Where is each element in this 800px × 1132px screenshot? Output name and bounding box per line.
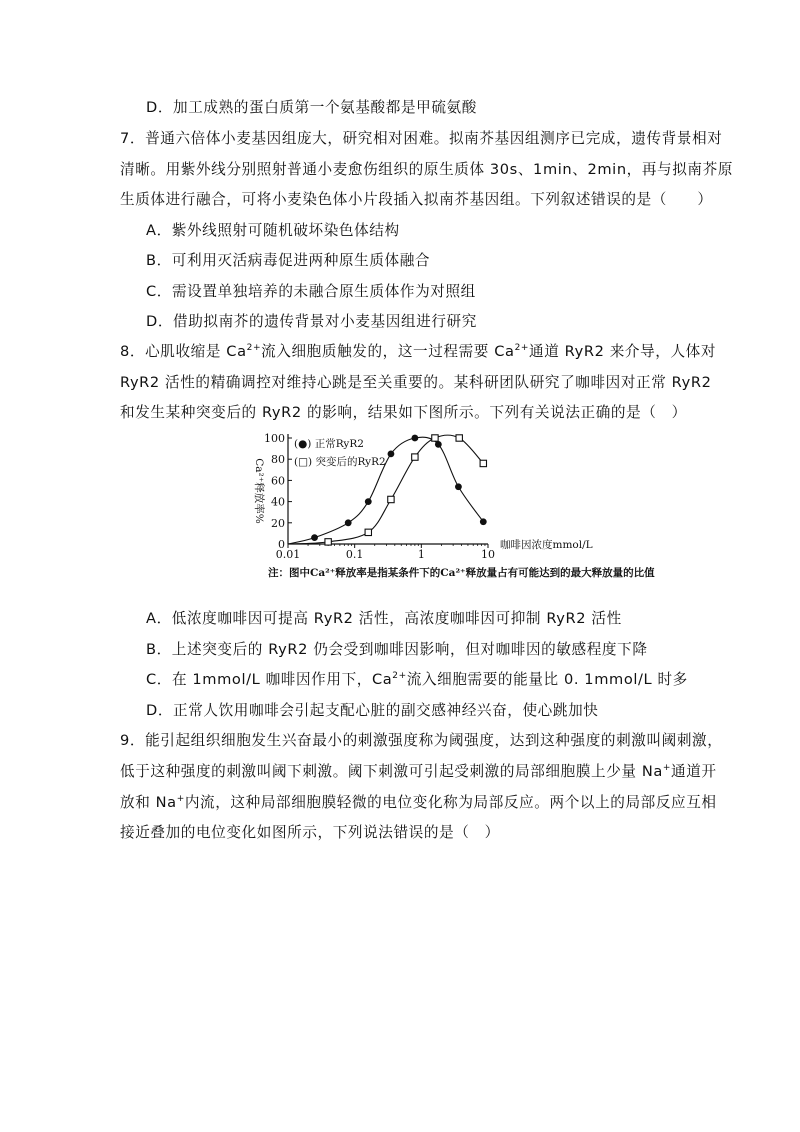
q9-stem-part-1: 低于这种强度的刺激叫阈下刺激。阈下刺激可引起受刺激的局部细胞膜上少量 Na xyxy=(120,763,663,780)
q7-option-b: B．可利用灭活病毒促进两种原生质体融合 xyxy=(146,252,431,269)
x-tick-label: 1 xyxy=(417,548,425,561)
q8-option-c-part-2: 流入细胞需要的能量比 0. 1mmol/L 时多 xyxy=(406,671,688,688)
x-tick-label: 10 xyxy=(481,548,495,561)
q9-stem-part-2: 通道开 xyxy=(671,763,717,780)
chart-marks xyxy=(288,435,487,545)
q8-option-d: D．正常人饮用咖啡会引起支配心脏的副交感神经兴奋，使心跳加快 xyxy=(146,702,599,719)
data-point-normal xyxy=(311,534,318,541)
q9-stem-part-3: 放和 Na xyxy=(120,794,177,811)
y-tick-label: 0 xyxy=(278,538,285,551)
chart-axes xyxy=(253,432,593,561)
y-tick-label: 40 xyxy=(271,495,285,509)
caffeine-release-chart xyxy=(238,428,593,566)
y-tick-label: 80 xyxy=(271,453,285,467)
x-axis-label: 咖啡因浓度mmol/L xyxy=(500,539,593,551)
data-point-mutant xyxy=(365,529,371,535)
data-point-normal xyxy=(435,441,442,448)
y-tick-label: 20 xyxy=(271,516,285,530)
data-point-normal xyxy=(365,498,372,505)
q7-option-a: A．紫外线照射可随机破坏染色体结构 xyxy=(146,222,400,239)
q7-stem-line-3: 生质体进行融合，可将小麦染色体小片段插入拟南芥基因组。下列叙述错误的是（ ） xyxy=(120,191,713,208)
q9-stem-line-3 xyxy=(120,793,717,813)
q7-option-c: C．需设置单独培养的未融合原生质体作为对照组 xyxy=(146,283,476,300)
data-point-normal xyxy=(480,518,487,525)
q8-option-a: A．低浓度咖啡因可提高 RyR2 活性，高浓度咖啡因可抑制 RyR2 活性 xyxy=(146,610,622,627)
legend-entry: (□) 突变后的RyR2 xyxy=(294,456,386,468)
x-tick-label: 0.1 xyxy=(345,548,364,561)
series-line-normal xyxy=(288,437,483,544)
q9-stem-line-2 xyxy=(120,762,717,782)
data-point-mutant xyxy=(480,460,486,466)
q8-option-c-part-1: C．在 1mmol/L 咖啡因作用下，Ca xyxy=(146,671,393,688)
q7-option-d: D．借助拟南芥的遗传背景对小麦基因组进行研究 xyxy=(146,313,477,330)
data-point-mutant xyxy=(388,496,394,502)
q6-option-d: D．加工成熟的蛋白质第一个氨基酸都是甲硫氨酸 xyxy=(146,99,477,116)
q8-stem-part-3: 通道 RyR2 来介导，人体对 xyxy=(529,343,717,360)
q8-stem-line-1 xyxy=(120,342,716,362)
q9-stem-line-1: 9．能引起组织细胞发生兴奋最小的刺激强度称为阈强度，达到这种强度的刺激叫阈刺激， xyxy=(120,732,723,749)
q8-stem-line-2: RyR2 活性的精确调控对维持心跳是至关重要的。某科研团队研究了咖啡因对正常 RyR2 xyxy=(120,374,712,391)
q8-stem-line-3: 和发生某种突变后的 RyR2 的影响，结果如下图所示。下列有关说法正确的是（ ） xyxy=(120,404,687,421)
q9-stem-part-4: 内流，这种局部细胞膜轻微的电位变化称为局部反应。两个以上的局部反应互相 xyxy=(184,794,717,811)
series-line-mutant xyxy=(288,435,483,544)
na-superscript: + xyxy=(662,763,672,773)
data-point-normal xyxy=(411,435,418,442)
y-tick-label: 100 xyxy=(264,432,285,445)
q8-stem-part-2: 流入细胞质触发的，这一过程需要 Ca xyxy=(261,343,515,360)
y-tick-label: 60 xyxy=(271,474,285,488)
data-point-mutant xyxy=(412,454,418,460)
q7-stem-line-1: 7．普通六倍体小麦基因组庞大，研究相对困难。拟南芥基因组测序已完成，遗传背景相对 xyxy=(120,130,723,147)
ca-superscript: 2+ xyxy=(514,343,530,353)
data-point-normal xyxy=(388,451,395,458)
data-point-normal xyxy=(345,519,352,526)
chart-note: 注：图中Ca²⁺释放率是指某条件下的Ca²⁺释放量占有可能达到的最大释放量的比值 xyxy=(268,567,655,579)
q8-stem-part-1: 8．心肌收缩是 Ca xyxy=(120,343,247,360)
x-tick-label: 0.01 xyxy=(275,548,301,561)
q7-stem-line-2: 清晰。用紫外线分别照射普通小麦愈伤组织的原生质体 30s、1min、2min，再与拟南芥原 xyxy=(120,161,734,178)
data-point-mutant xyxy=(456,435,462,441)
q9-stem-line-4: 接近叠加的电位变化如图所示，下列说法错误的是（ ） xyxy=(120,824,500,841)
ca-superscript: 2+ xyxy=(392,671,407,681)
q8-option-c xyxy=(146,670,688,690)
data-point-mutant xyxy=(325,539,331,545)
legend-entry: (●) 正常RyR2 xyxy=(294,438,364,450)
na-superscript: + xyxy=(176,794,185,804)
data-point-normal xyxy=(455,483,462,490)
q8-option-b: B．上述突变后的 RyR2 仍会受到咖啡因影响，但对咖啡因的敏感程度下降 xyxy=(146,641,648,658)
data-point-mutant xyxy=(432,435,438,441)
ca-superscript: 2+ xyxy=(246,343,262,353)
y-axis-label: Ca²⁺释放率% xyxy=(253,458,265,524)
